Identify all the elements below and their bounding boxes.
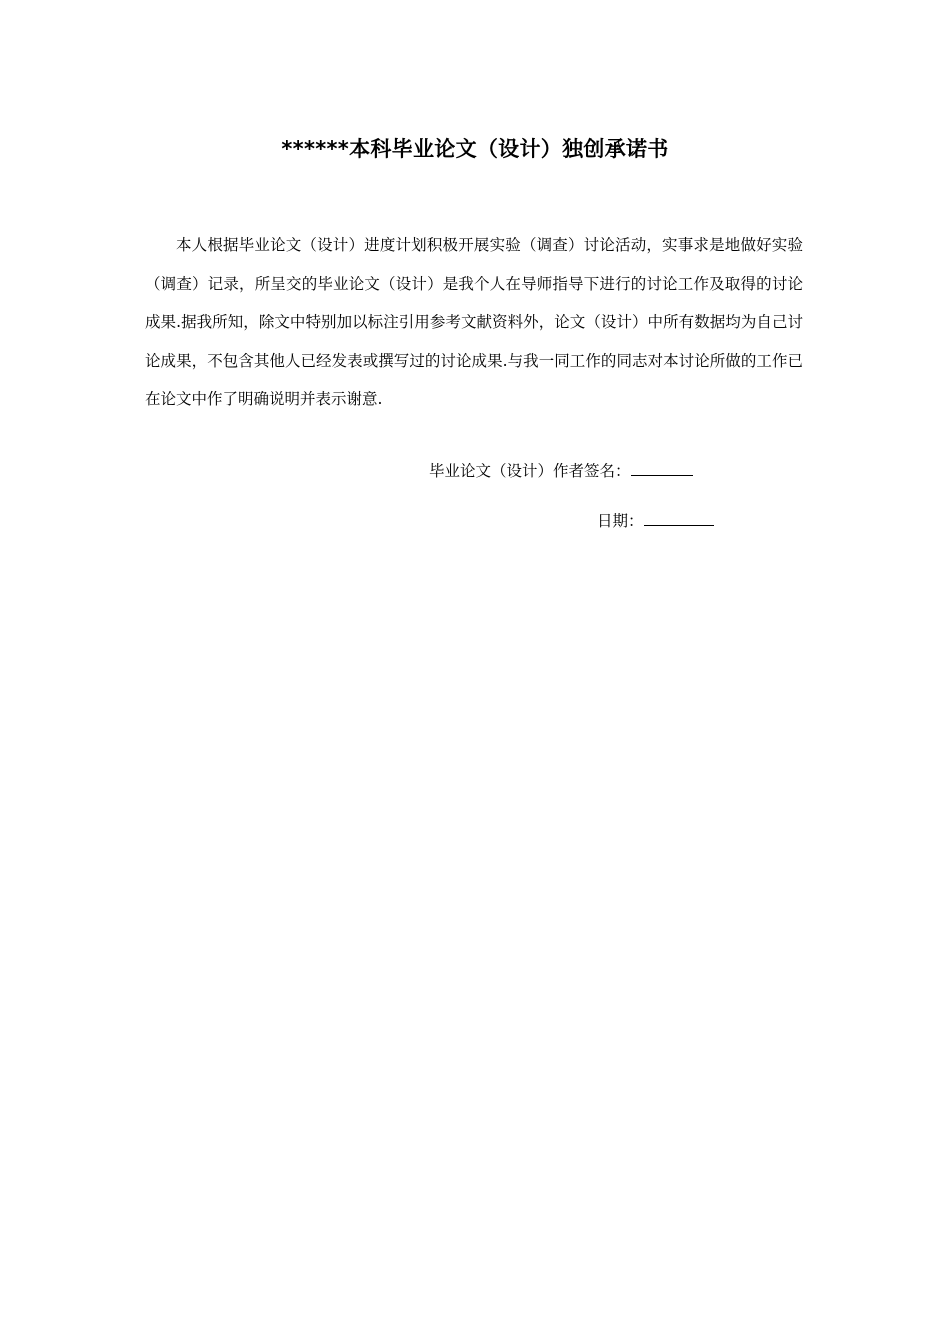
date-line — [597, 510, 714, 532]
author-signature-blank — [631, 460, 693, 476]
author-signature-label: 毕业论文（设计）作者签名： — [429, 462, 631, 480]
date-label: 日期： — [597, 512, 644, 530]
date-blank — [644, 510, 714, 526]
declaration-paragraph: 本人根据毕业论文（设计）进度计划积极开展实验（调查）讨论活动，实事求是地做好实验（调查）记录，所呈交的毕业论文（设计）是我个人在导师指导下进行的讨论工作及取得的讨论成果.据我所知，除文中特别加以标注引用参考文献资料外，论文（设计）中所有数据均为自己讨论成果，不包含其他人已经发表或撰写过的讨论成果.与我一同工作的同志对本讨论所做的工作已在论文中作了明确说明并表示谢意. — [145, 236, 803, 408]
author-signature-line — [429, 460, 693, 482]
document-title: ******本科毕业论文（设计）独创承诺书 — [281, 137, 669, 161]
